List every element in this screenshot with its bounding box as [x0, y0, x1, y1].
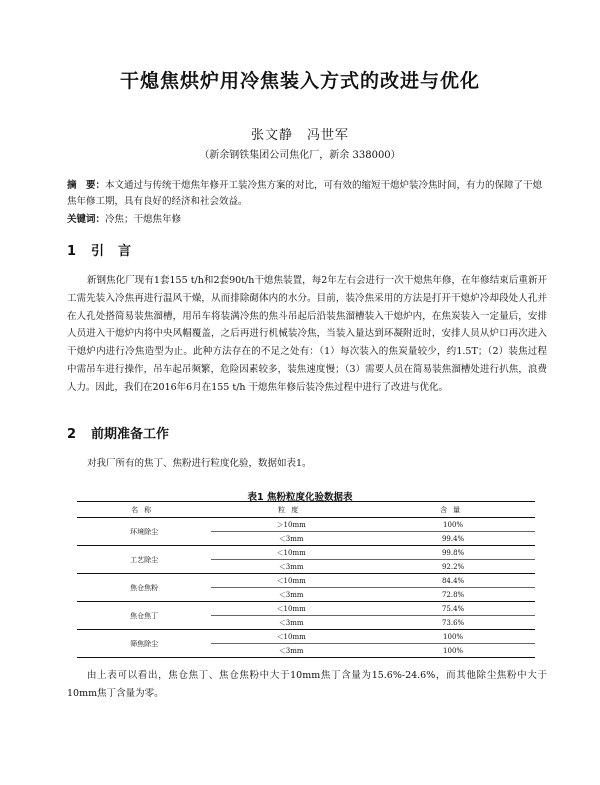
- header-size: 粒度: [211, 502, 371, 518]
- section-2-conclusion: 由上表可以看出，焦仓焦丁、焦仓焦粉中大于10mm焦丁含量为15.6%-24.6%，而其他除尘焦粉中大于10mm焦丁含量为零。: [67, 670, 547, 699]
- row-value: 75.4%: [371, 602, 535, 616]
- keywords-text: 冷焦；干熄焦年修: [105, 214, 182, 225]
- section-2-number: 2: [67, 427, 77, 442]
- authors: 张文静 冯世军: [250, 128, 349, 143]
- row-value: 92.2%: [371, 560, 535, 574]
- table-header-row: [77, 502, 535, 518]
- paper-title: 干熄焦烘炉用冷焦装入方式的改进与优化: [119, 70, 480, 92]
- section-2-intro: 对我厂所有的焦丁、焦粉进行粒度化验，数据如表1。: [87, 458, 312, 469]
- section-2-heading: [67, 423, 169, 442]
- keywords-label: 关键词：: [67, 214, 106, 225]
- row-size: ＜3mm: [211, 644, 371, 658]
- table-row: [77, 546, 535, 560]
- particle-size-table: [77, 501, 535, 658]
- row-value: 84.4%: [371, 574, 535, 588]
- affiliation: （新余钢铁集团公司焦化厂，新余 338000）: [199, 150, 401, 161]
- row-value: 100%: [371, 518, 535, 532]
- row-size: ＞10mm: [211, 518, 371, 532]
- row-size: ＜10mm: [211, 630, 371, 644]
- row-value: 100%: [371, 630, 535, 644]
- header-name: 名称: [77, 502, 211, 518]
- row-name: 环境除尘: [77, 518, 211, 546]
- row-size: ＜3mm: [211, 616, 371, 630]
- row-value: 73.6%: [371, 616, 535, 630]
- row-name: 焦仓焦丁: [77, 602, 211, 630]
- abstract: [67, 178, 547, 210]
- row-value: 100%: [371, 644, 535, 658]
- keywords: [67, 211, 181, 225]
- row-size: ＜10mm: [211, 574, 371, 588]
- table-row: [77, 574, 535, 588]
- row-name: 焦仓焦粉: [77, 574, 211, 602]
- section-2-title: 前期准备工作: [91, 427, 170, 442]
- row-size: ＜10mm: [211, 546, 371, 560]
- row-value: 99.8%: [371, 546, 535, 560]
- header-content: 含量: [371, 502, 535, 518]
- table-row: [77, 602, 535, 616]
- table-caption: 表1 焦粉粒度化验数据表: [247, 492, 353, 503]
- section-1-heading: [67, 240, 145, 259]
- row-size: ＜3mm: [211, 588, 371, 602]
- row-size: ＜10mm: [211, 602, 371, 616]
- row-size: ＜3mm: [211, 532, 371, 546]
- table-row: [77, 630, 535, 644]
- abstract-text: 本文通过与传统干熄焦年修开工装冷焦方案的对比，可有效的缩短干熄炉装冷焦时间，有力的保障了干熄焦年修工期，具有良好的经济和社会效益。: [67, 180, 543, 207]
- table-row: [77, 518, 535, 532]
- section-1-title: 引言: [91, 244, 146, 259]
- row-name: 工艺除尘: [77, 546, 211, 574]
- abstract-label: 摘 要：: [67, 180, 106, 191]
- row-value: 72.8%: [371, 588, 535, 602]
- section-1-number: 1: [67, 244, 77, 259]
- section-1-paragraph: 新钢焦化厂现有1套155 t/h和2套90t/h干熄焦装置，每2年左右会进行一次干熄焦年修，在年修结束后重新开工需先装入冷焦再进行温风干燥，从而排除砌体内的水分。目前，装冷焦采用的方法是打开干熄炉冷却段处人孔并在人孔处搭简易装焦溜槽，用吊车将装满冷焦的焦斗吊起后沿装焦溜槽装入干熄炉内，在焦炭装入一定量后，安排人员进入干熄炉内将中央风帽覆盖，之后再进行机械装冷焦，当装入量达到环凝附近时，安排人员从炉口再次进入干熄炉内进行冷焦造型为止。此种方法存在的不足之处有：（1）每次装入的焦炭量较少，约1.5T；（2）装焦过程中需吊车进行操作，吊车起吊频繁，危险因素较多，装焦速度慢；（3）需要人员在简易装焦溜槽处进行扒焦，浪费人力。因此，我们在2016年6月在155 t/h 干熄焦年修后装冷焦过程中进行了改进与优化。: [67, 275, 547, 393]
- row-value: 99.4%: [371, 532, 535, 546]
- row-size: ＜3mm: [211, 560, 371, 574]
- row-name: 筛焦除尘: [77, 630, 211, 658]
